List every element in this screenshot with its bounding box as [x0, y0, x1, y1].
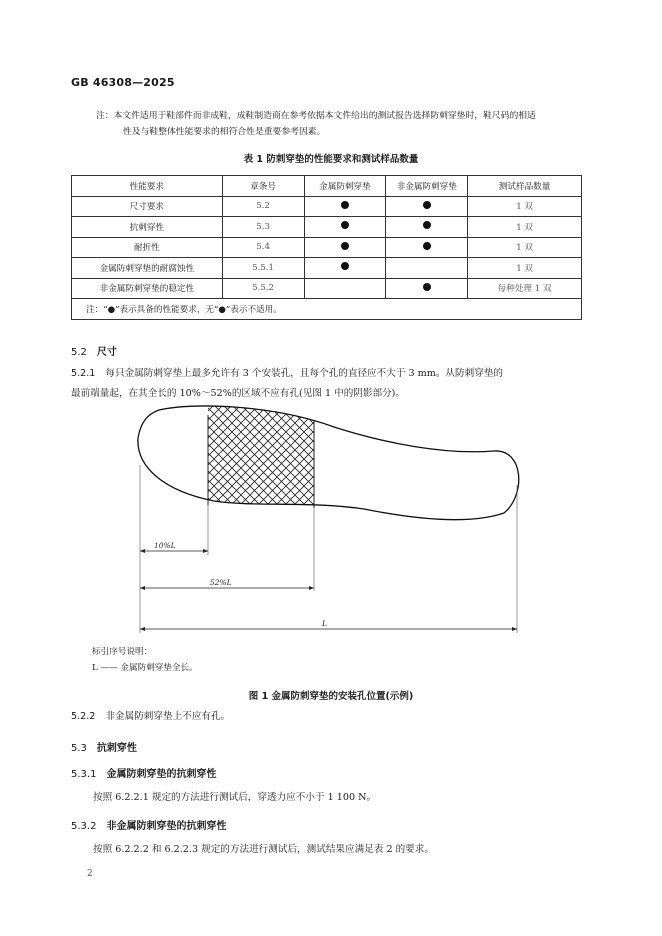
- metal-cell: [304, 217, 386, 238]
- dimension-label-52: 52%L: [210, 578, 232, 587]
- metal-cell: [304, 278, 386, 299]
- metal-cell: [304, 258, 386, 279]
- section-5-2-heading: [71, 343, 117, 358]
- qty-cell: 1 双: [468, 217, 582, 238]
- section-title: 金属防刺穿垫的抗刺穿性: [106, 769, 217, 780]
- req-cell: 尺寸要求: [72, 196, 223, 217]
- section-5-3-2-heading: [71, 817, 226, 832]
- legend-title: 标引序号说明：: [92, 647, 153, 657]
- clause-cell: 5.2: [222, 196, 304, 217]
- metal-cell: [304, 196, 386, 217]
- dimension-label-10: 10%L: [154, 541, 176, 550]
- bullet-icon: [341, 242, 349, 250]
- nonmetal-cell: [386, 196, 468, 217]
- insole-outline: [138, 406, 519, 520]
- section-number: 5.3: [71, 743, 87, 754]
- clause-cell: 5.3: [222, 217, 304, 238]
- header-cell: 章条号: [222, 176, 304, 197]
- qty-cell: 1 双: [468, 196, 582, 217]
- bullet-icon: [423, 242, 431, 250]
- section-5-2-1: [71, 364, 583, 404]
- section-number: 5.3.1: [71, 769, 97, 780]
- paragraph-line: 最前端量起，在其全长的 10%～52%的区域不应有孔(见图 1 中的阴影部分)。: [71, 388, 406, 399]
- table1: [71, 175, 582, 320]
- header-cell: 金属防刺穿垫: [304, 176, 386, 197]
- bullet-icon: [423, 201, 431, 209]
- table-note: 注：“●”表示具备的性能要求，无“●”表示不适用。: [72, 299, 582, 320]
- req-cell: 耐折性: [72, 237, 223, 258]
- nonmetal-cell: [386, 258, 468, 279]
- section-5-3-2-text: 按照 6.2.2.2 和 6.2.2.3 规定的方法进行测试后，测试结果应满足表 2 的要求。: [93, 844, 434, 855]
- section-title: 非金属防刺穿垫的抗刺穿性: [106, 821, 227, 832]
- req-cell: 非金属防刺穿垫的稳定性: [72, 278, 223, 299]
- qty-cell: 1 双: [468, 258, 582, 279]
- top-note-line1: 注：本文件适用于鞋部件而非成鞋，成鞋制造商在参考依据本文件给出的测试报告选择防刺穿垫时，鞋尺码的相适: [96, 111, 536, 121]
- section-number: 5.3.2: [71, 821, 97, 832]
- header-cell: 非金属防刺穿垫: [386, 176, 468, 197]
- legend-item-L: L —— 金属防刺穿垫全长。: [92, 663, 198, 673]
- table-row: [72, 278, 582, 299]
- dimension-label-L: L: [322, 619, 327, 628]
- section-title: 尺寸: [96, 347, 117, 358]
- table-row: [72, 237, 582, 258]
- section-5-3-heading: [71, 739, 137, 754]
- section-number: 5.2.1: [71, 368, 96, 379]
- bullet-icon: [423, 283, 431, 291]
- section-number: 5.2: [71, 347, 87, 358]
- paragraph-line: 每只金属防刺穿垫上最多允许有 3 个安装孔，且每个孔的直径应不大于 3 mm。从防刺穿垫的: [105, 368, 503, 379]
- section-5-2-2: [71, 707, 230, 727]
- clause-cell: 5.4: [222, 237, 304, 258]
- section-5-3-1-heading: [71, 765, 216, 780]
- qty-cell: 每种处理 1 双: [468, 278, 582, 299]
- table-note-row: [72, 299, 582, 320]
- bullet-icon: [341, 262, 349, 270]
- table1-title: 表 1 防刺穿垫的性能要求和测试样品数量: [243, 154, 419, 165]
- qty-cell: 1 双: [468, 237, 582, 258]
- figure-1-caption: 图 1 金属防刺穿垫的安装孔位置(示例): [248, 691, 414, 702]
- metal-cell: [304, 237, 386, 258]
- bullet-icon: [341, 221, 349, 229]
- header-cell: 性能要求: [72, 176, 223, 197]
- top-note-line2: 性及与鞋整体性能要求的相符合性是重要参考因素。: [123, 127, 326, 137]
- bullet-icon: [341, 201, 349, 209]
- req-cell: 金属防刺穿垫的耐腐蚀性: [72, 258, 223, 279]
- page-number: 2: [87, 869, 93, 879]
- bullet-icon: [423, 221, 431, 229]
- nonmetal-cell: [386, 237, 468, 258]
- figure-1-insole-diagram: [124, 405, 524, 635]
- top-note: [96, 108, 596, 140]
- section-5-3-1-text: 按照 6.2.2.1 规定的方法进行测试后，穿透力应不小于 1 100 N。: [93, 792, 377, 803]
- req-cell: 抗刺穿性: [72, 217, 223, 238]
- no-hole-zone-hatch: [208, 405, 314, 535]
- table-header-row: [72, 176, 582, 197]
- nonmetal-cell: [386, 278, 468, 299]
- clause-cell: 5.5.1: [222, 258, 304, 279]
- nonmetal-cell: [386, 217, 468, 238]
- table-row: [72, 196, 582, 217]
- clause-cell: 5.5.2: [222, 278, 304, 299]
- table-row: [72, 258, 582, 279]
- paragraph-text: 非金属防刺穿垫上不应有孔。: [105, 711, 231, 722]
- section-title: 抗刺穿性: [96, 743, 137, 754]
- section-number: 5.2.2: [71, 711, 96, 722]
- header-cell: 测试样品数量: [468, 176, 582, 197]
- standard-code: GB 46308—2025: [71, 76, 175, 89]
- table-row: [72, 217, 582, 238]
